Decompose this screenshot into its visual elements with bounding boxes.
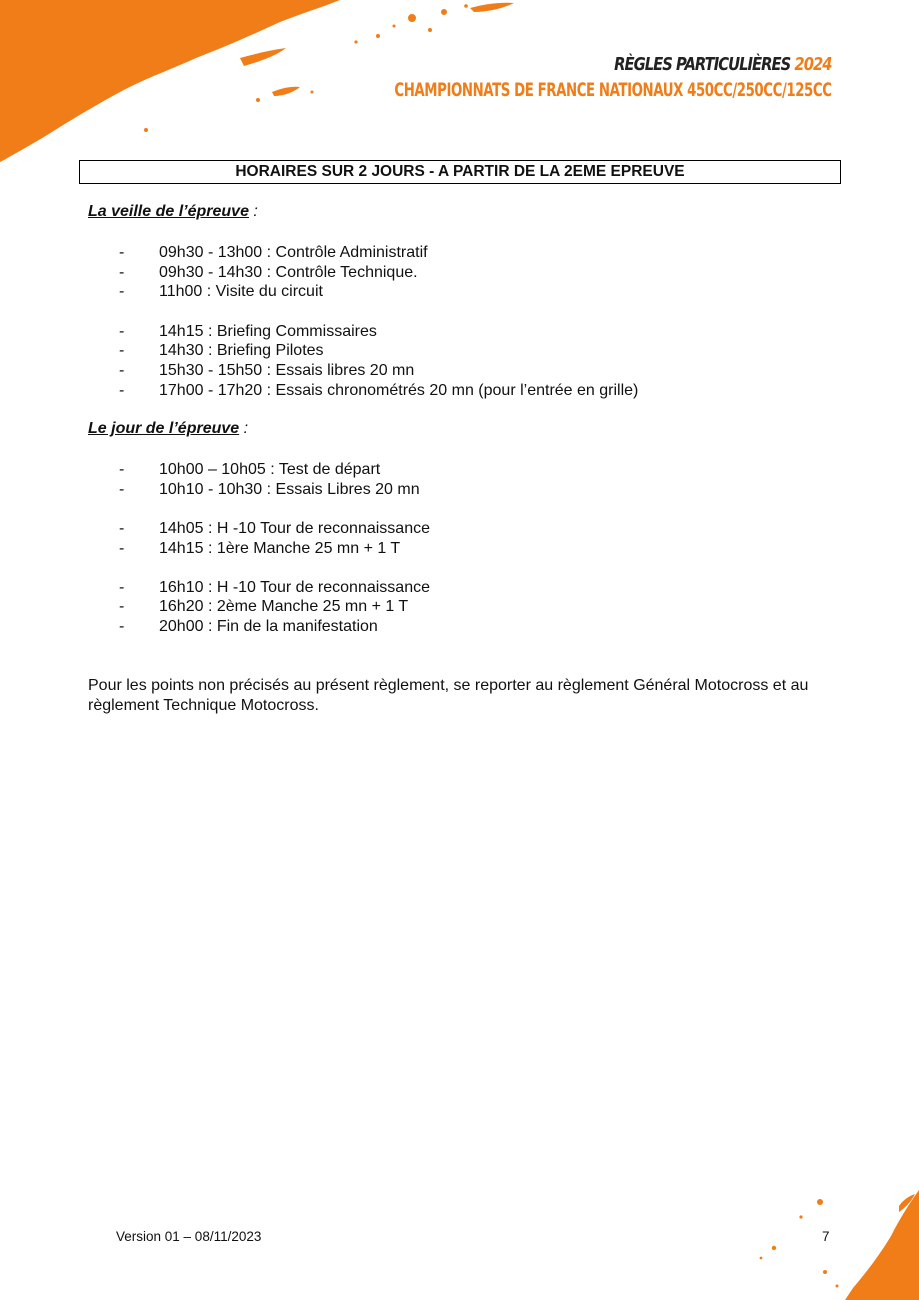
day-heading — [88, 420, 248, 438]
eve-heading — [88, 203, 258, 221]
eve-heading-colon: : — [248, 203, 258, 220]
schedule-entry: 14h15 : Briefing Commissaires — [159, 322, 377, 340]
schedule-entry: 09h30 - 14h30 : Contrôle Technique. — [159, 263, 418, 281]
header-subtitle: CHAMPIONNATS DE FRANCE NATIONAUX 450CC/250CC/125CC — [394, 79, 832, 101]
bullet-dash: - — [119, 578, 125, 596]
schedule-entry: 20h00 : Fin de la manifestation — [159, 618, 378, 636]
bullet-dash: - — [119, 361, 125, 379]
schedule-entry: 10h10 - 10h30 : Essais Libres 20 mn — [159, 480, 420, 498]
bullet-dash: - — [119, 381, 125, 399]
closing-note: Pour les points non précisés au présent règlement, se reporter au règlement Général Motocross et au règlement Technique Motocross. — [88, 677, 809, 714]
document-header — [207, 54, 832, 101]
bullet-dash: - — [119, 461, 125, 478]
header-year: 2024 — [794, 54, 832, 75]
day-heading-text: Le jour de l’épreuve — [88, 420, 240, 437]
eve-heading-text: La veille de l’épreuve — [88, 203, 249, 220]
schedule-entry: 14h30 : Briefing Pilotes — [159, 342, 324, 360]
bullet-dash: - — [119, 322, 125, 340]
version-label: Version 01 – 08/11/2023 — [116, 1229, 262, 1244]
schedule-entry: 16h20 : 2ème Manche 25 mn + 1 T — [159, 598, 409, 616]
bullet-dash: - — [119, 539, 125, 557]
bullet-dash: - — [119, 480, 125, 498]
schedule-entry: 15h30 - 15h50 : Essais libres 20 mn — [159, 361, 415, 379]
page-number: 7 — [822, 1229, 830, 1244]
bullet-dash: - — [119, 263, 125, 281]
schedule-entry: 09h30 - 13h00 : Contrôle Administratif — [159, 244, 428, 261]
bullet-dash: - — [119, 244, 125, 261]
header-title — [320, 54, 832, 75]
bullet-dash: - — [119, 618, 125, 636]
schedule-entry: 14h05 : H -10 Tour de reconnaissance — [159, 519, 430, 537]
bullet-dash: - — [119, 283, 125, 301]
header-title-main: RÈGLES PARTICULIÈRES — [614, 54, 791, 75]
bullet-dash: - — [119, 342, 125, 360]
bullet-dash: - — [119, 519, 125, 537]
bullet-dash: - — [119, 598, 125, 616]
orange-corner-decoration — [749, 1190, 919, 1300]
schedule-entry: 10h00 – 10h05 : Test de départ — [159, 461, 381, 478]
schedule-entry: 14h15 : 1ère Manche 25 mn + 1 T — [159, 539, 401, 557]
day-heading-colon: : — [239, 420, 249, 437]
schedule-entry: 11h00 : Visite du circuit — [159, 283, 323, 301]
schedule-entry: 17h00 - 17h20 : Essais chronométrés 20 mn (pour l’entrée en grille) — [159, 381, 639, 399]
schedule-entry: 16h10 : H -10 Tour de reconnaissance — [159, 578, 430, 596]
section-title: HORAIRES SUR 2 JOURS - A PARTIR DE LA 2EME EPREUVE — [79, 160, 841, 184]
